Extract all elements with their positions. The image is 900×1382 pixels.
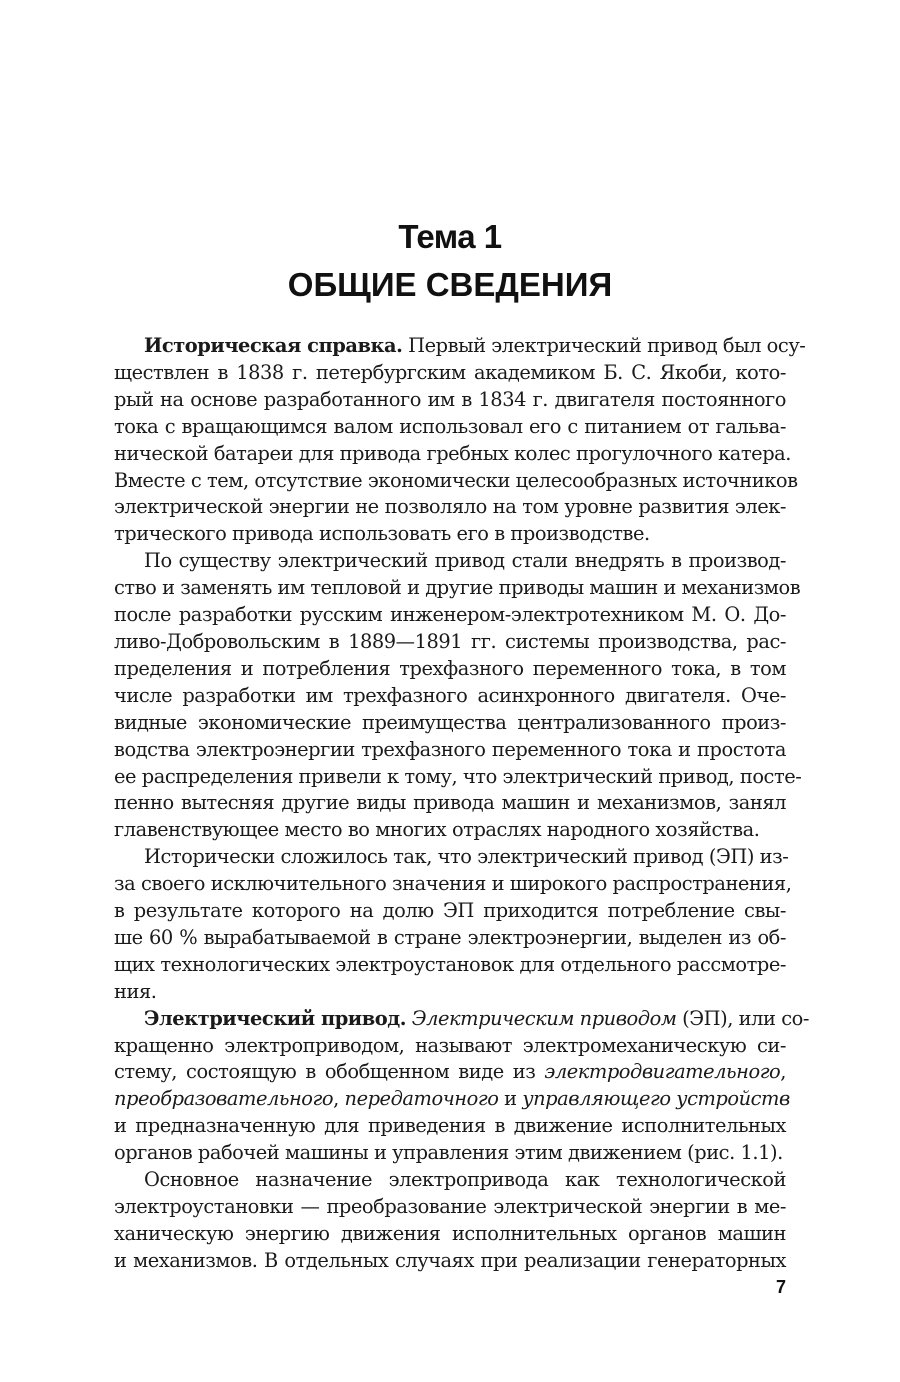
text-line: Вместе с тем, отсутствие экономически целесообразных источников (114, 468, 798, 492)
text-line: По существу электрический привод стали внедрять в производ- (144, 549, 786, 573)
text-line: Исторически сложилось так, что электрический привод (ЭП) из- (144, 845, 789, 869)
paragraph-historical (114, 333, 806, 548)
run-in-heading-historical: Историческая справка. (144, 334, 403, 357)
chapter-title: ОБЩИЕ СВЕДЕНИЯ (287, 266, 613, 303)
text-line: стему, состоящую в обобщенном виде из электродвигательного, (114, 1060, 786, 1084)
paragraph-history-note (114, 844, 792, 1005)
text-line: в результате которого на долю ЭП приходится потребление свы- (114, 899, 786, 923)
text-line: ществлен в 1838 г. петербургским академиком Б. С. Якоби, кото- (114, 360, 786, 384)
text-line: и предназначенную для приведения в движение исполнительных (114, 1114, 786, 1138)
text-line: рый на основе разработанного им в 1834 г. двигателя постоянного (114, 387, 786, 411)
body-text (114, 333, 809, 1275)
term-italic: преобразовательного (114, 1087, 334, 1111)
text-line: кращенно электроприводом, называют электромеханическую си- (114, 1033, 786, 1057)
text-line: ханическую энергию движения исполнительных органов машин (114, 1221, 786, 1245)
text-line: после разработки русским инженером-электротехником М. О. До- (114, 603, 786, 627)
text-line: числе разработки им трехфазного асинхронного двигателя. Оче- (114, 683, 786, 707)
text-line: электроустановки — преобразование электрической энергии в ме- (114, 1195, 786, 1218)
text-line: главенствующее место во многих отраслях народного хозяйства. (114, 818, 760, 842)
page-number: 7 (775, 1277, 786, 1297)
text-line: тока с вращающимся валом использовал его с питанием от гальва- (114, 414, 786, 438)
text-line: ство и заменять им тепловой и другие приводы машин и механизмов (114, 576, 801, 600)
text-line: органов рабочей машины и управления этим движением (рис. 1.1). (114, 1141, 783, 1165)
text-line: ливо-Добровольским в 1889—1891 гг. системы производства, рас- (114, 629, 786, 653)
term-italic: управляющего устройств (522, 1087, 790, 1111)
text-line: пенно вытесняя другие виды привода машин и механизмов, занял (114, 791, 786, 815)
text-line: трического привода использовать его в производстве. (114, 522, 650, 546)
paragraph-adoption (114, 548, 802, 844)
run-in-heading-definition: Электрический привод. (144, 1006, 407, 1030)
term-italic: электродвигательного (544, 1060, 781, 1084)
paragraph-definition (114, 1006, 809, 1167)
term-italic: передаточного (344, 1087, 499, 1111)
text-line: видные экономические преимущества централизованного произ- (114, 710, 786, 734)
text-line: пределения и потребления трехфазного переменного тока, в том (114, 656, 786, 680)
text-line: Электрический привод. Электрическим приводом (ЭП), или со- (144, 1006, 809, 1030)
text-line: и механизмов. В отдельных случаях при реализации генераторных (114, 1248, 786, 1272)
text-line: водства электроэнергии трехфазного переменного тока и простота (114, 737, 786, 761)
text-line: щих технологических электроустановок для отдельного рассмотре- (114, 952, 786, 976)
text-line: Историческая справка. Первый электрический привод был осу- (144, 334, 806, 357)
text-line: ше 60 % вырабатываемой в стране электроэнергии, выделен из об- (114, 925, 786, 949)
text-line: за своего исключительного значения и широкого распространения, (114, 872, 792, 896)
text-line: Основное назначение электропривода как технологической (144, 1168, 786, 1192)
text-line: электрической энергии не позволяло на том уровне развития элек- (114, 495, 786, 519)
text-line: ее распределения привели к тому, что электрический привод, посте- (114, 764, 802, 788)
text-line: преобразовательного, передаточного и управляющего устройств (114, 1087, 790, 1111)
text-line: ния. (114, 979, 157, 1003)
topic-number: Тема 1 (398, 218, 502, 255)
paragraph-purpose (114, 1167, 786, 1275)
term-italic: Электрическим приводом (411, 1006, 677, 1030)
text-line: нической батареи для привода гребных колес прогулочного катера. (114, 441, 791, 465)
